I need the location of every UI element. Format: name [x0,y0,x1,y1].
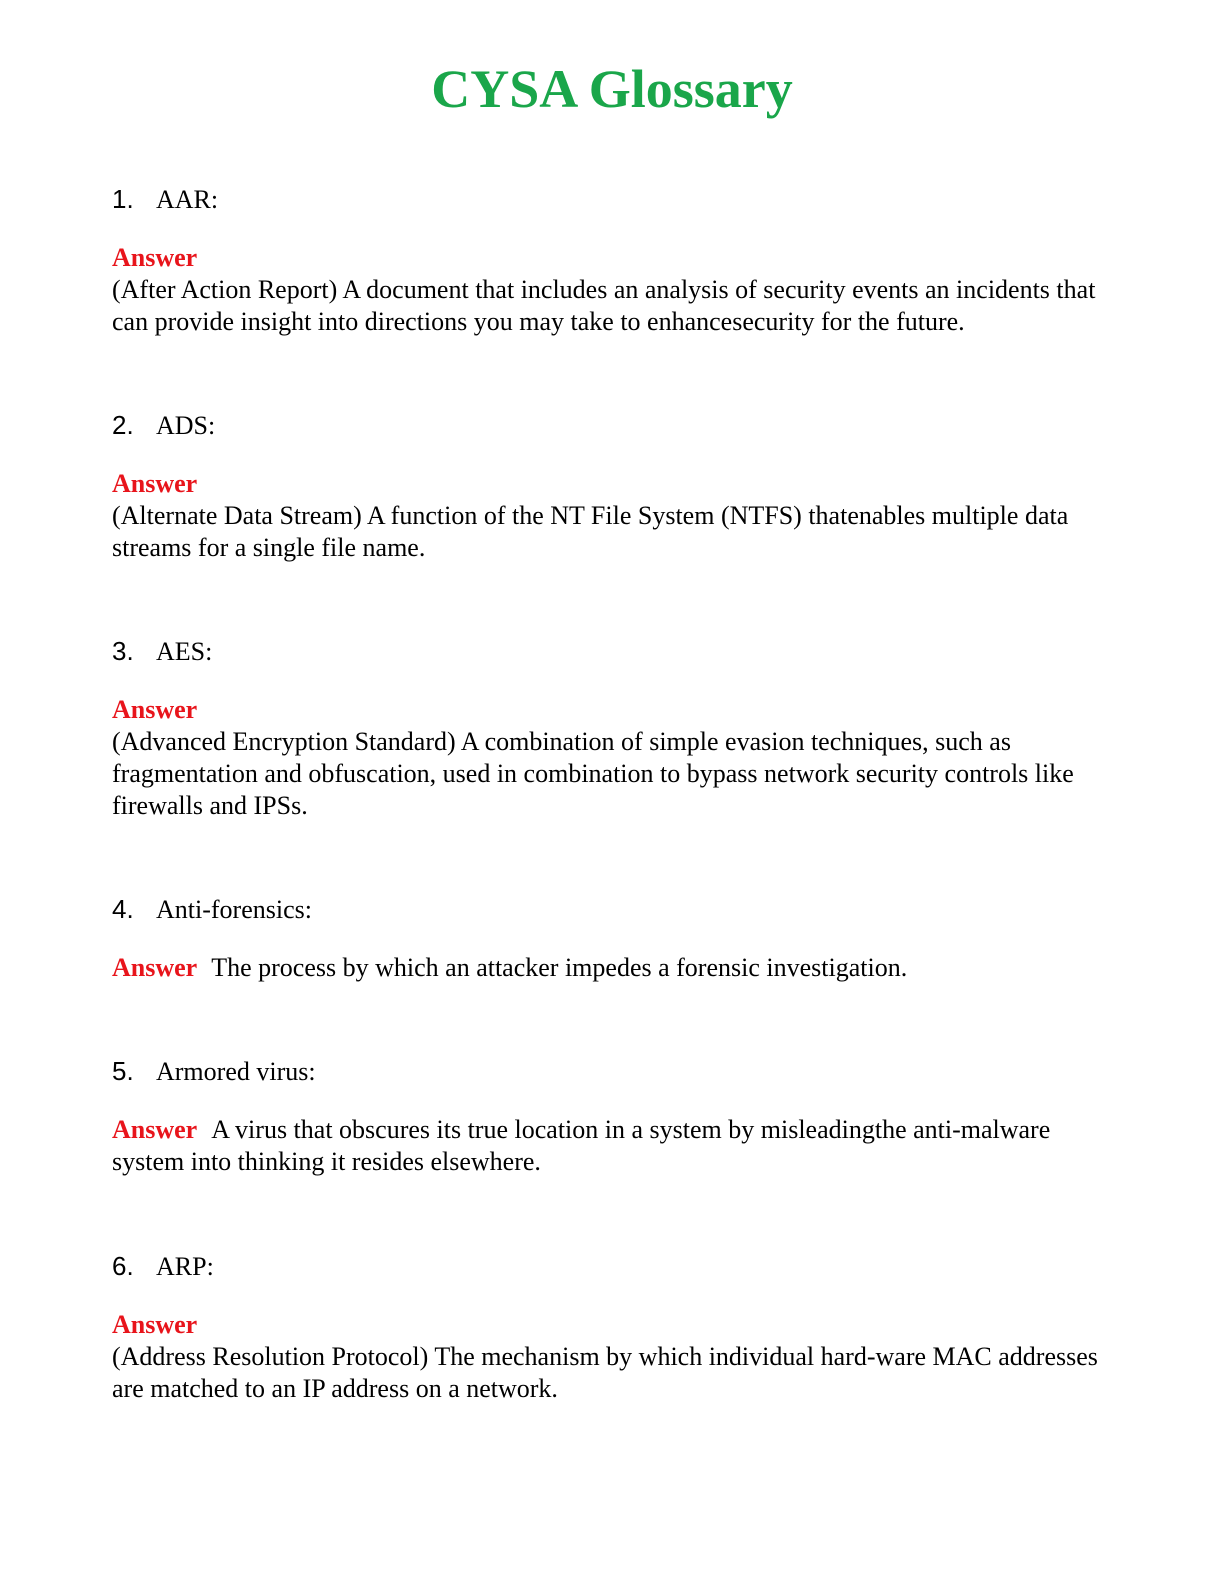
answer-label: Answer [112,243,198,272]
answer-label: Answer [112,1115,198,1144]
answer-text: (Alternate Data Stream) A function of the NT File System (NTFS) thatenables multiple data streams for a single file name. [112,501,1069,562]
glossary-entry [112,1249,1122,1405]
answer-block [112,952,1122,984]
answer-label: Answer [112,953,198,982]
term-line [112,1249,1122,1283]
entry-number: 1. [112,184,134,214]
term-line [112,634,1122,668]
entry-term: ARP: [156,1252,214,1281]
answer-label: Answer [112,1310,198,1339]
term-line [112,182,1122,216]
entry-number: 5. [112,1056,134,1086]
answer-text: A virus that obscures its true location in a system by misleadingthe anti-malware system into thinking it resides elsewhere. [112,1115,1051,1176]
entry-number: 6. [112,1251,134,1281]
entry-term: ADS: [156,411,216,440]
entry-term: AAR: [156,185,219,214]
glossary-entry [112,408,1122,564]
answer-text: (Advanced Encryption Standard) A combination of simple evasion techniques, such as fragmentation and obfuscation, used in combination to bypass network security controls like firewalls and IPSs. [112,727,1074,820]
entry-number: 2. [112,410,134,440]
term-line [112,892,1122,926]
entry-term: AES: [156,637,213,666]
entry-number: 4. [112,894,134,924]
glossary-entry [112,182,1122,338]
answer-label: Answer [112,469,198,498]
answer-block [112,694,1122,822]
glossary-entry [112,634,1122,822]
term-line [112,1054,1122,1088]
glossary-entry [112,1054,1122,1178]
answer-text: (Address Resolution Protocol) The mechanism by which individual hard-ware MAC addresses are matched to an IP address on a network. [112,1342,1098,1403]
answer-block [112,468,1122,564]
entry-term: Anti-forensics: [156,895,312,924]
entry-term: Armored virus: [156,1057,316,1086]
answer-block [112,242,1122,338]
term-line [112,408,1122,442]
answer-label: Answer [112,695,198,724]
answer-block [112,1114,1122,1178]
glossary-entry [112,892,1122,984]
entry-number: 3. [112,636,134,666]
document-title: CYSA Glossary [431,59,793,119]
answer-block [112,1309,1122,1405]
answer-text: The process by which an attacker impedes a forensic investigation. [211,953,908,982]
answer-text: (After Action Report) A document that includes an analysis of security events an incidents that can provide insight into directions you may take to enhancesecurity for the future. [112,275,1096,336]
